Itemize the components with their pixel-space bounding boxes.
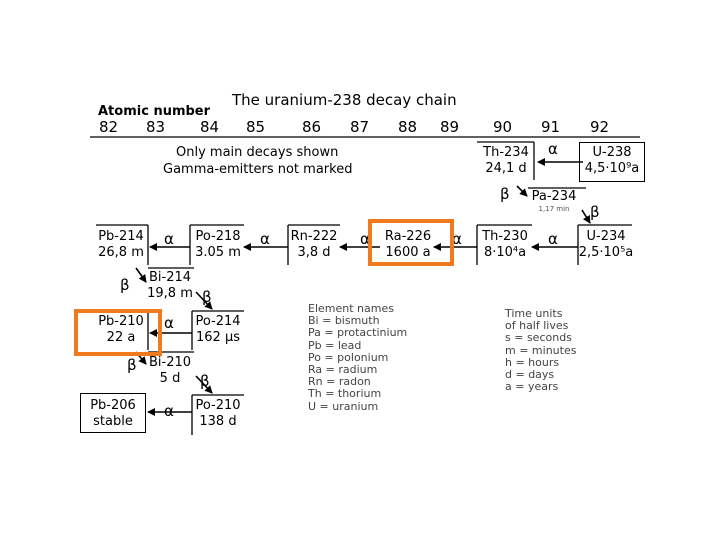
legend-subtitle: of half lives (505, 319, 569, 333)
legend-item: m = minutes (505, 343, 577, 357)
alpha-label: α (260, 230, 270, 248)
diagram-title: The uranium-238 decay chain (232, 91, 457, 109)
atomic-number-85: 85 (246, 118, 266, 136)
alpha-label: α (164, 230, 174, 248)
nuclide-halflife: 24,1 d (485, 161, 527, 176)
nuclide-pb206 (80, 393, 146, 433)
nuclide-u234 (578, 229, 634, 261)
legend-item: Pb = lead (308, 338, 362, 352)
nuclide-name: Bi-210 (148, 355, 192, 370)
nuclide-halflife: 8·10⁴a (483, 245, 527, 260)
atomic-number-87: 87 (350, 118, 370, 136)
nuclide-pa234 (528, 189, 580, 214)
note-gamma: Gamma-emitters not marked (163, 162, 353, 177)
atomic-number-88: 88 (398, 118, 418, 136)
nuclide-pb214 (94, 229, 148, 261)
nuclide-name: Pb-210 (98, 314, 144, 329)
alpha-label: α (548, 140, 558, 158)
legend-element-names (308, 303, 407, 413)
atomic-number-82: 82 (99, 118, 119, 136)
atomic-number-83: 83 (146, 118, 166, 136)
nuclide-halflife: 19,8 m (147, 286, 193, 301)
nuclide-name: U-238 (592, 145, 632, 160)
legend-title: Element names (308, 302, 394, 315)
nuclide-name: Bi-214 (148, 270, 192, 285)
nuclide-po210 (192, 398, 244, 430)
note-main-decays: Only main decays shown (176, 145, 339, 160)
beta-label: β (202, 288, 212, 306)
legend-item: h = hours (505, 355, 560, 369)
nuclide-bi214 (146, 270, 194, 302)
alpha-label: α (548, 230, 558, 248)
atomic-number-90: 90 (493, 118, 513, 136)
nuclide-name: Th-230 (482, 229, 528, 244)
atomic-number-84: 84 (200, 118, 220, 136)
legend-item: Po = polonium (308, 350, 389, 364)
atomic-number-89: 89 (440, 118, 460, 136)
nuclide-name: Pa-234 (531, 189, 577, 204)
beta-label: β (200, 372, 210, 390)
nuclide-po218 (190, 229, 246, 261)
nuclide-name: Po-218 (195, 229, 241, 244)
alpha-label: α (164, 314, 174, 332)
nuclide-name: Th-234 (483, 145, 529, 160)
legend-item: Rn = radon (308, 375, 371, 389)
nuclide-po214 (192, 314, 244, 346)
legend-item: Bi = bismuth (308, 314, 380, 328)
nuclide-bi210 (146, 355, 194, 387)
atomic-number-86: 86 (302, 118, 322, 136)
atomic-number-91: 91 (541, 118, 561, 136)
nuclide-halflife: 4,5·10⁹a (584, 161, 640, 176)
nuclide-name: Po-210 (195, 398, 241, 413)
nuclide-halflife: 1600 a (385, 245, 431, 260)
nuclide-halflife: 5 d (159, 371, 181, 386)
legend-item: Ra = radium (308, 363, 378, 377)
nuclide-th234 (478, 145, 534, 177)
nuclide-u238 (579, 142, 645, 182)
nuclide-name: Rn-222 (290, 229, 338, 244)
nuclide-halflife: 22 a (106, 330, 136, 345)
legend-item: a = years (505, 380, 559, 394)
axis-label: Atomic number (98, 104, 211, 119)
nuclide-name: Pb-206 (90, 398, 136, 413)
nuclide-halflife: 3.05 m (195, 245, 241, 260)
nuclide-name: U-234 (586, 229, 626, 244)
nuclide-name: Ra-226 (384, 229, 432, 244)
nuclide-name: Pb-214 (98, 229, 144, 244)
nuclide-halflife: 26,8 m (98, 245, 144, 260)
alpha-label: α (360, 230, 370, 248)
beta-label: β (590, 203, 600, 221)
nuclide-halflife: stable (93, 414, 133, 429)
beta-label: β (500, 185, 510, 203)
legend-item: U = uranium (308, 399, 379, 413)
alpha-label: α (164, 402, 174, 420)
alpha-label: α (452, 230, 462, 248)
highlight-ra226 (368, 219, 454, 266)
nuclide-rn222 (286, 229, 342, 261)
highlight-pb210 (74, 309, 162, 356)
legend-item: d = days (505, 368, 555, 382)
atomic-number-92: 92 (590, 118, 610, 136)
legend-item: Th = thorium (308, 387, 382, 401)
nuclide-halflife: 2,5·10⁵a (578, 245, 634, 260)
beta-label: β (120, 276, 130, 294)
nuclide-halflife: 162 μs (196, 330, 240, 345)
nuclide-halflife: 1,17 min (538, 205, 570, 213)
nuclide-th230 (477, 229, 533, 261)
nuclide-name: Po-214 (195, 314, 241, 329)
legend-title: Time units (505, 307, 563, 320)
legend-time-units (505, 308, 576, 393)
legend-item: Pa = protactinium (308, 326, 408, 340)
beta-label: β (127, 356, 137, 374)
nuclide-halflife: 3,8 d (297, 245, 331, 260)
nuclide-halflife: 138 d (199, 414, 237, 429)
legend-item: s = seconds (505, 331, 572, 345)
